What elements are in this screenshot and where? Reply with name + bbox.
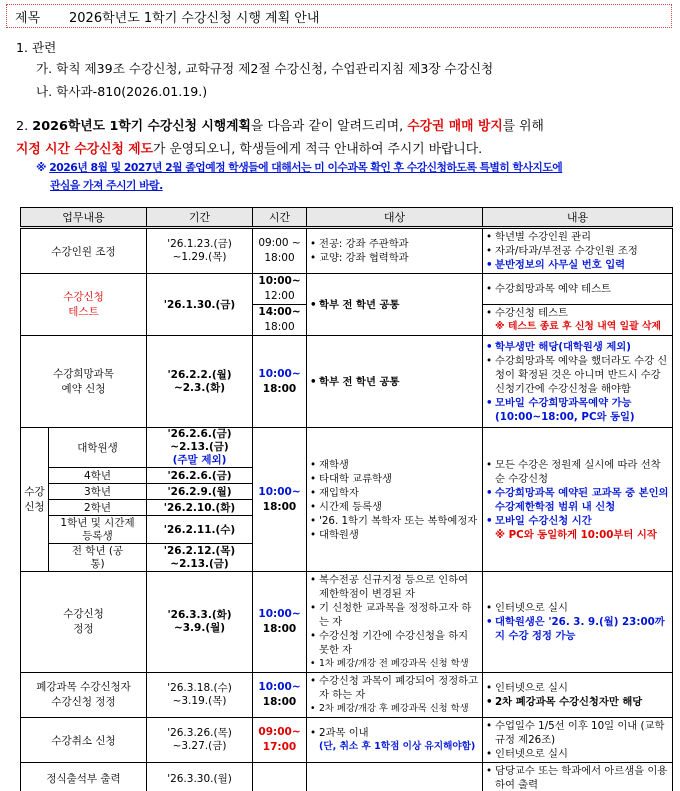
- content-cell: • 수강희망과목 예약 테스트: [483, 274, 673, 305]
- fixed-time-registration: 지정 시간 수강신청 제도: [16, 142, 153, 157]
- sub-task-cell: 2학년: [49, 500, 147, 516]
- content-cell: • 학년별 수강인원 관리 • 자과/타과/부전공 수강인원 조정 • 분반정보의 사무실 번호 입력: [483, 228, 673, 274]
- ticket-trade-prevention: 수강권 매매 방지: [407, 119, 503, 134]
- schedule-table: [20, 207, 673, 791]
- period-cell: '26.3.26.(목) ~3.27.(금): [147, 718, 253, 763]
- period-cell: '26.1.23.(금) ~1.29.(목): [147, 228, 253, 274]
- period-cell: '26.2.2.(월) ~2.3.(화): [147, 336, 253, 428]
- registration-group-cell: 수강 신청: [21, 428, 49, 572]
- table-row: [21, 428, 673, 468]
- table-row: [21, 673, 673, 718]
- target-cell: • 재학생 • 타대학 교류학생 • 재입학자 • 시간제 등록생 • '26. 1학기 복학자 또는 복학예정자 • 대학원생: [307, 428, 483, 572]
- task-cell: 수강신청 테스트: [21, 274, 147, 336]
- header-target: 대상: [307, 208, 483, 228]
- task-cell: 정식출석부 출력: [21, 763, 147, 791]
- period-cell: '26.3.18.(수) ~3.19.(목): [147, 673, 253, 718]
- task-cell: 수강희망과목 예약 신청: [21, 336, 147, 428]
- section-2-line-1: 2. 2026학년도 1학기 수강신청 시행계획을 다음과 같이 알려드리며, 수강권 매매 방지를 위해: [16, 119, 544, 134]
- task-cell: 폐강과목 수강신청자 수강신청 정정: [21, 673, 147, 718]
- section-2-line-2: 지정 시간 수강신청 제도가 운영되오니, 학생들에게 적극 안내하여 주시기 바랍니다.: [16, 142, 483, 157]
- header-period: 기간: [147, 208, 253, 228]
- sub-task-cell: 1학년 및 시간제등록생: [49, 516, 147, 544]
- content-cell: • 모든 수강은 정원제 실시에 따라 선착순 수강신청 • 수강희망과목 예약된 교과목 중 본인의 수강제한학점 범위 내 신청 • 모바일 수강신청 시간 ※ PC와 동일하게 10:00부터 시작: [483, 428, 673, 572]
- period-cell: '26.1.30.(금): [147, 274, 253, 336]
- period-cell: '26.3.3.(화) ~3.9.(월): [147, 572, 253, 673]
- task-cell: 수강취소 신청: [21, 718, 147, 763]
- period-cell: '26.2.9.(월): [147, 484, 253, 500]
- content-cell: • 인터넷으로 실시 • 대학원생은 '26. 3. 9.(월) 23:00까지 수강 정정 가능: [483, 572, 673, 673]
- target-cell: • 2과목 이내 (단, 취소 후 1학점 이상 유지해야함): [307, 718, 483, 763]
- time-cell: 10:00~ 18:00: [253, 336, 307, 428]
- time-cell: 10:00~ 18:00: [253, 428, 307, 572]
- graduation-note: ※ 2026년 8월 및 2027년 2월 졸업예정 학생들에 대해서는 미 이수과목 확인 후 수강신청하도록 특별히 학사지도에 관심을 가져 주시기 바람.: [36, 161, 563, 192]
- section-1-item-a: 가. 학칙 제39조 수강신청, 교학규정 제2절 수강신청, 수업관리지침 제3장 수강신청: [36, 61, 494, 76]
- period-cell: '26.3.30.(월): [147, 763, 253, 791]
- content-cell: • 담당교수 또는 학과에서 아르샘을 이용하여 출력: [483, 763, 673, 791]
- period-cell: '26.2.10.(화): [147, 500, 253, 516]
- header-task: 업무내용: [21, 208, 147, 228]
- table-header-row: [21, 208, 673, 228]
- task-cell: 수강인원 조정: [21, 228, 147, 274]
- time-cell: 14:00~ 18:00: [253, 305, 307, 336]
- time-cell: 10:00~ 12:00: [253, 274, 307, 305]
- section-1-heading: 1. 관련: [16, 40, 57, 55]
- sub-task-cell: 전 학년 (공통): [49, 544, 147, 572]
- target-cell: • 학부 전 학년 공통: [307, 274, 483, 336]
- header-time: 시간: [253, 208, 307, 228]
- sub-task-cell: 4학년: [49, 468, 147, 484]
- task-cell: 수강신청 정정: [21, 572, 147, 673]
- time-cell: 10:00~ 18:00: [253, 572, 307, 673]
- section-1-item-b: 나. 학사과-810(2026.01.19.): [36, 84, 208, 99]
- time-cell: 09:00~ 17:00: [253, 718, 307, 763]
- content-cell: • 학부생만 해당(대학원생 제외) • 수강희망과목 예약을 했더라도 수강 신청이 확정된 것은 아니며 반드시 수강신청기간에 수강신청을 해야함 • 모바일 수강희망과목예약 가능 (10:00~18:00, PC와 동일): [483, 336, 673, 428]
- time-cell: [253, 763, 307, 791]
- time-cell: 10:00~ 18:00: [253, 673, 307, 718]
- table-row: [21, 572, 673, 673]
- table-row: [21, 228, 673, 274]
- content-cell: • 인터넷으로 실시 • 2차 폐강과목 수강신청자만 해당: [483, 673, 673, 718]
- period-cell: '26.2.6.(금): [147, 468, 253, 484]
- plan-title: 2026학년도 1학기 수강신청 시행계획: [32, 119, 251, 134]
- table-row: [21, 763, 673, 791]
- target-cell: • 전공: 강좌 주관학과 • 교양: 강좌 협력학과: [307, 228, 483, 274]
- content-cell: • 수업일수 1/5선 이후 10일 이내 (교학규정 제26조) • 인터넷으로 실시: [483, 718, 673, 763]
- table-row: [21, 336, 673, 428]
- table-row: [21, 718, 673, 763]
- table-row: [21, 274, 673, 305]
- target-cell: [307, 763, 483, 791]
- period-cell: '26.2.6.(금) ~2.13.(금) (주말 제외): [147, 428, 253, 468]
- sub-task-cell: 대학원생: [49, 428, 147, 468]
- target-cell: • 복수전공 신규지정 등으로 인하여 제한학점이 변경된 자 • 기 신청한 교과목을 정정하고자 하는 자 • 수강신청 기간에 수강신청을 하지 못한 자 • 1차 폐강/개강 전 폐강과목 신청 학생: [307, 572, 483, 673]
- document-title-box: [6, 4, 672, 28]
- period-cell: '26.2.12.(목) ~2.13.(금): [147, 544, 253, 572]
- content-cell: • 수강신청 테스트 ※ 테스트 종료 후 신청 내역 일괄 삭제: [483, 305, 673, 336]
- document-title: 2026학년도 1학기 수강신청 시행 계획 안내: [69, 10, 320, 26]
- period-cell: '26.2.11.(수): [147, 516, 253, 544]
- header-content: 내용: [483, 208, 673, 228]
- title-label: 제목: [15, 10, 41, 26]
- target-cell: • 학부 전 학년 공통: [307, 336, 483, 428]
- target-cell: • 수강신청 과목이 폐강되어 정정하고자 하는 자 • 2차 폐강/개강 후 폐강과목 신청 학생: [307, 673, 483, 718]
- time-cell: 09:00 ~ 18:00: [253, 228, 307, 274]
- sub-task-cell: 3학년: [49, 484, 147, 500]
